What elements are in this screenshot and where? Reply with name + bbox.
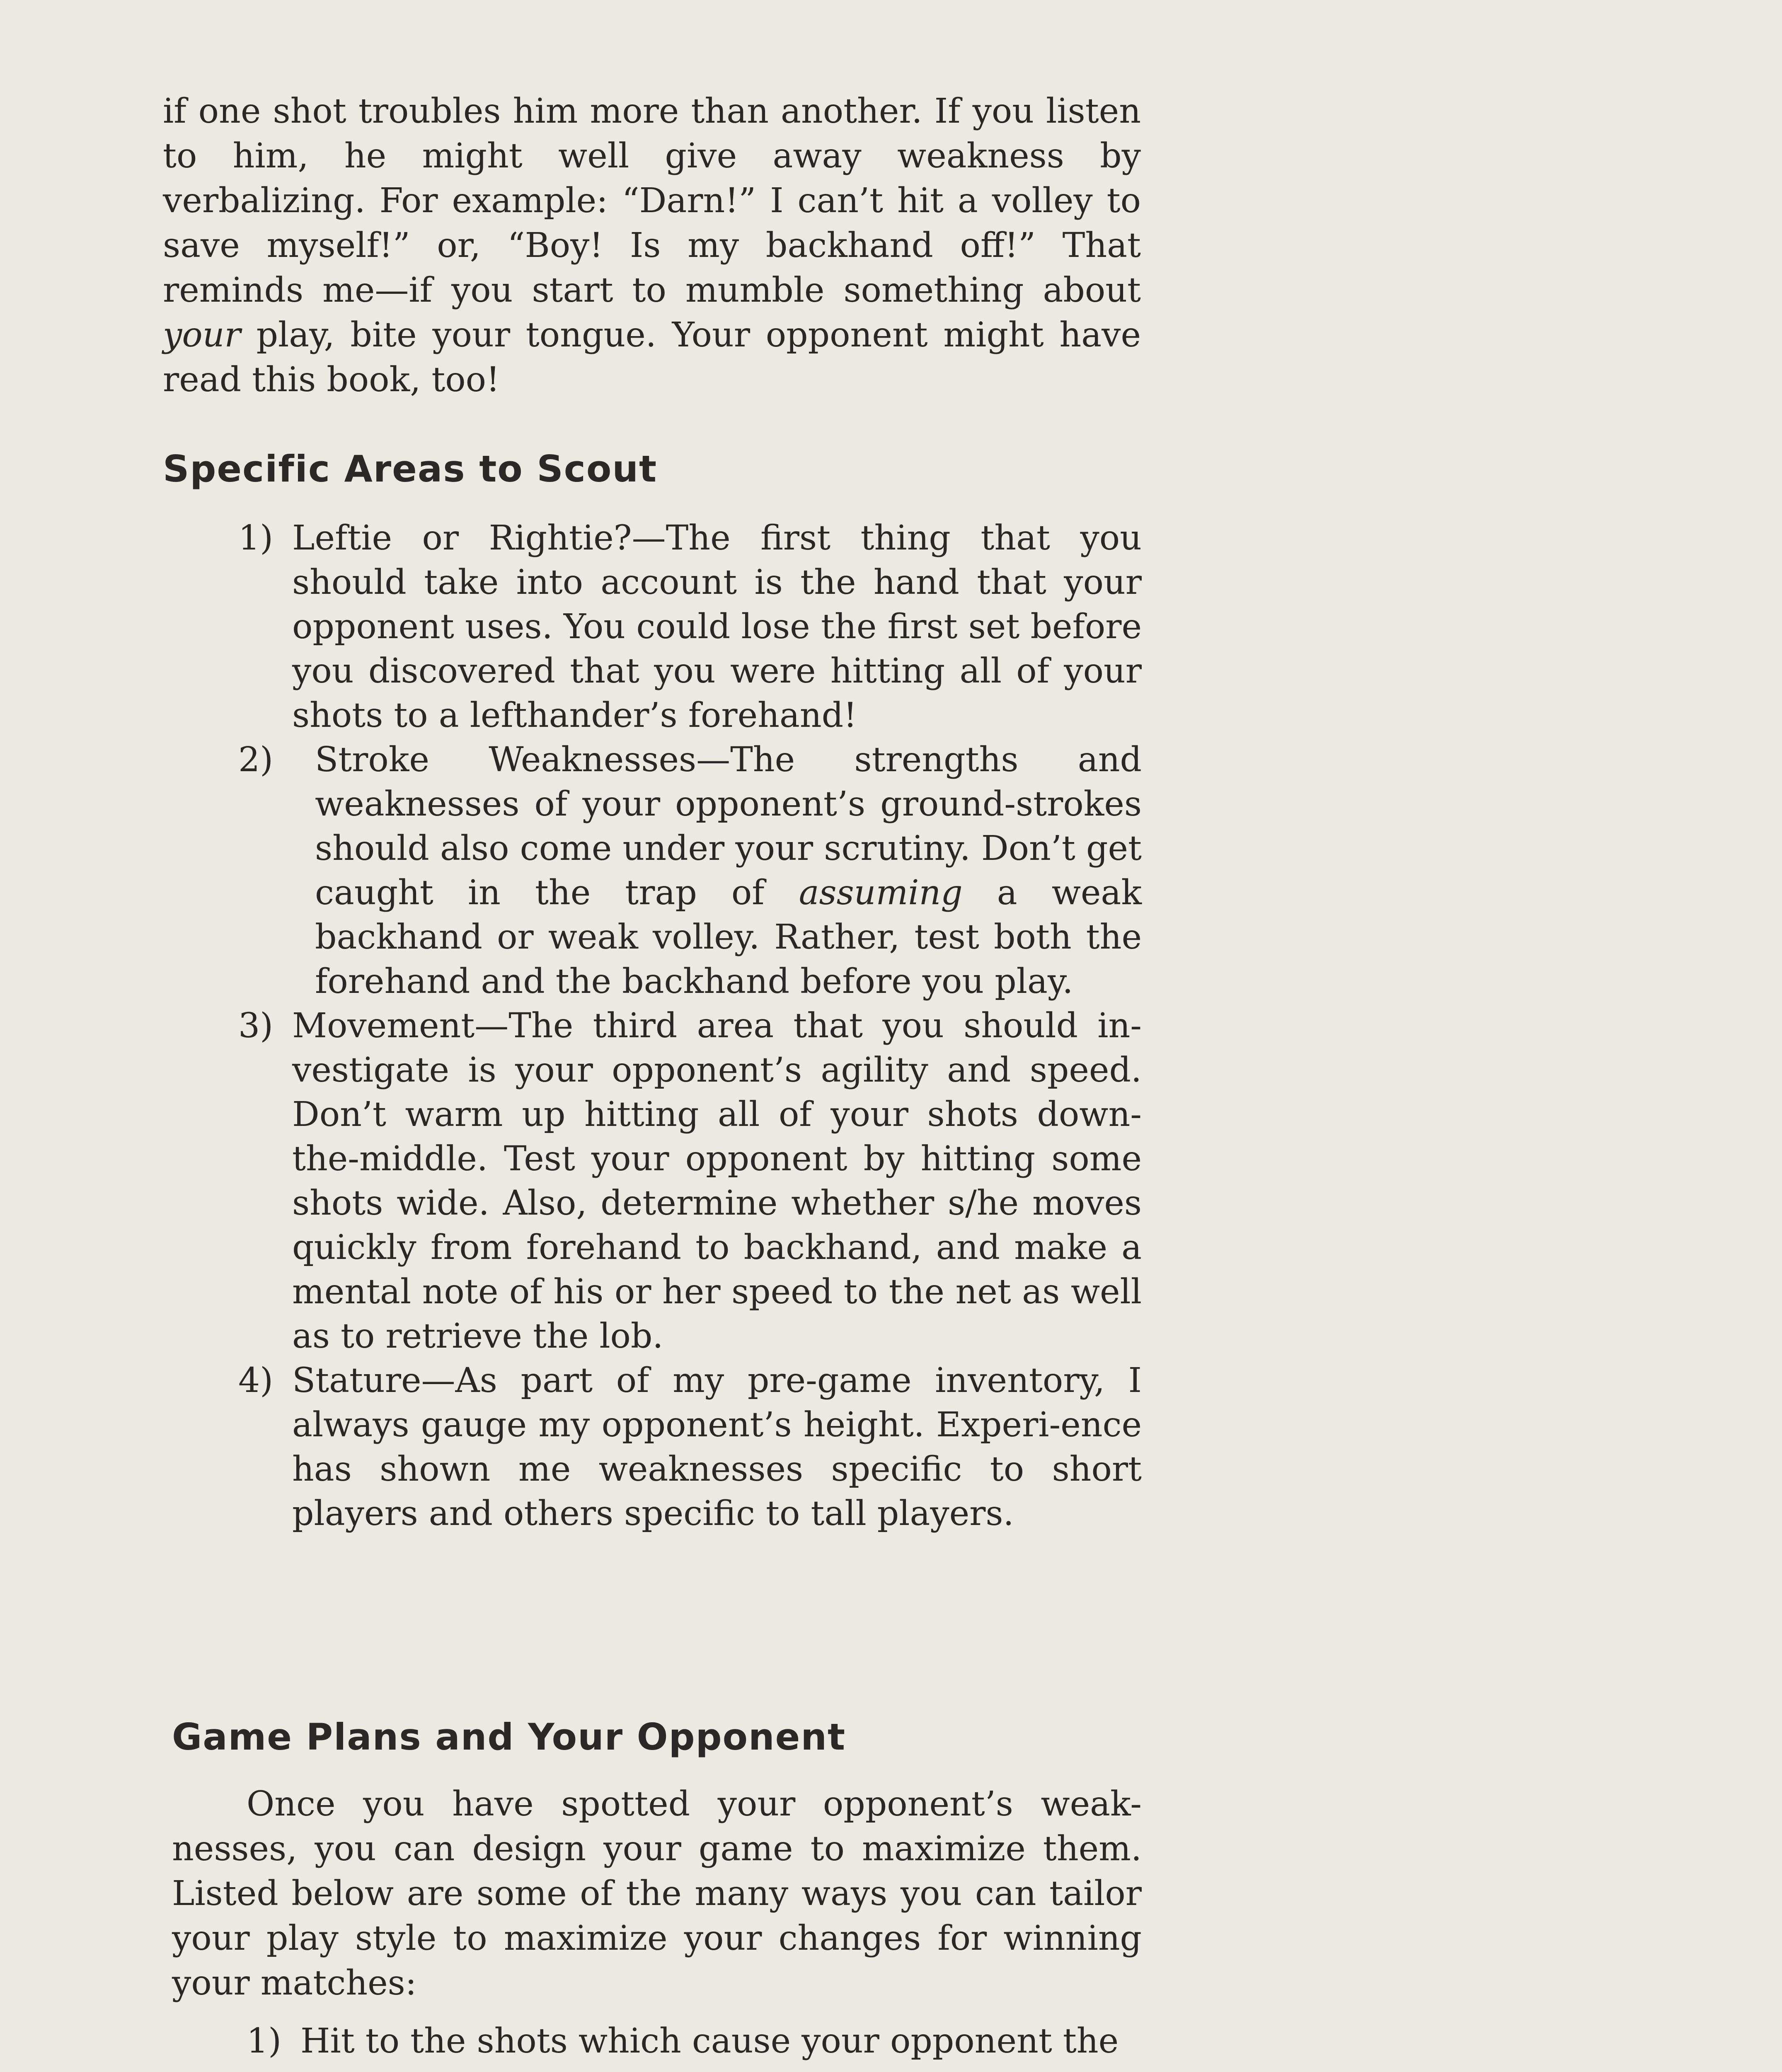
section-heading-specific-areas: Specific Areas to Scout (163, 448, 658, 490)
list-item (238, 1358, 1142, 1536)
list-item-text-start: Stroke Weaknesses—The strengths and weaknesses of your opponent’s ground-strokes should also come under your scrutiny. Don’t get caught in the trap of (315, 740, 1142, 913)
list-item (238, 738, 1142, 1004)
game-plans-paragraph: Once you have spotted your opponent’s weak-nesses, you can design your game to maximize them. Listed below are some of the many ways you can tailor your play style to maximize your changes for winning your matches: (172, 1784, 1142, 2003)
list-item-text: Movement—The third area that you should in-vestigate is your opponent’s agility and speed. Don’t warm up hitting all of your shots down-the-middle. Test your opponent by hitting some shots wide. Also, determine whether s/he moves quickly from forehand to backhand, and make a mental note of his or her speed to the net as well as to retrieve the lob. (292, 1006, 1142, 1356)
list-item-text-end: a weak backhand or weak volley. Rather, test both the forehand and the backhand before you play. (315, 873, 1142, 1001)
list-item-text: Stature—As part of my pre-game inventory, I always gauge my opponent’s height. Experi-ence has shown me weaknesses specific to short players and others specific to tall players. (292, 1361, 1142, 1533)
list-item (247, 2019, 1144, 2063)
scout-areas-list (238, 516, 1142, 1536)
section-heading-game-plans: Game Plans and Your Opponent (172, 1716, 846, 1758)
intro-italic-word: your (163, 315, 241, 355)
list-item-number: 4) (238, 1361, 274, 1400)
list-item-text: Leftie or Rightie?—The first thing that you should take into account is the hand that your opponent uses. You could lose the first set before you discovered that you were hitting all of your shots to a lefthander’s forehand! (292, 518, 1142, 735)
intro-paragraph (163, 89, 1141, 402)
intro-text-end: play, bite your tongue. Your opponent might have read this book, too! (163, 315, 1141, 399)
list-item (238, 516, 1142, 738)
list-item-italic-word: assuming (799, 873, 963, 913)
list-item (238, 1004, 1142, 1358)
game-plans-list (247, 2019, 1144, 2063)
intro-text-start: if one shot troubles him more than another. If you listen to him, he might well give away weakness by verbalizing. For example: “Darn!” I can’t hit a volley to save myself!” or, “Boy! Is my backhand off!” That reminds me—if you start to mumble something about (163, 92, 1141, 310)
list-item-text: Hit to the shots which cause your opponent the (300, 2021, 1119, 2061)
list-item-number: 1) (247, 2021, 282, 2061)
list-item-number: 2) (238, 740, 274, 779)
list-item-number: 3) (238, 1006, 274, 1046)
list-item-number: 1) (238, 518, 274, 558)
